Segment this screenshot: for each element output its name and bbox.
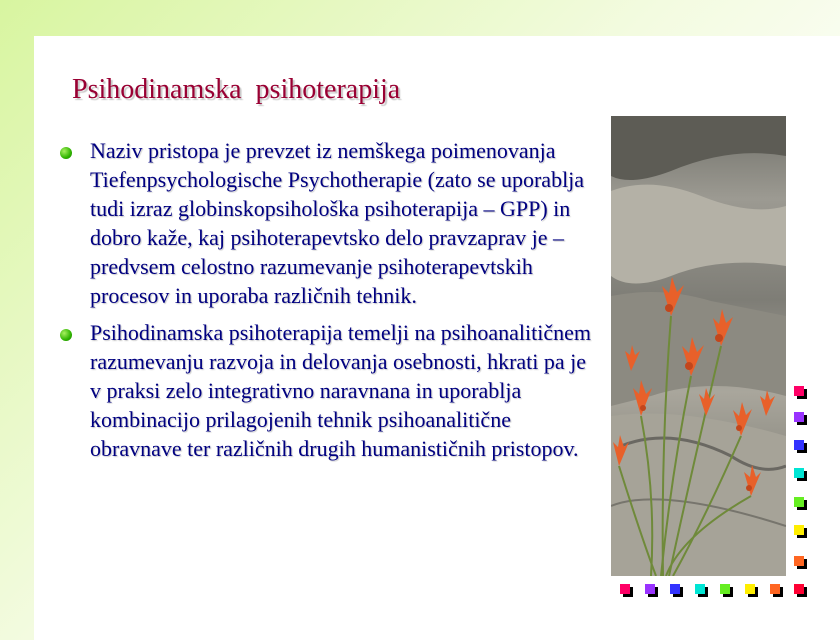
decorative-square-icon	[745, 584, 755, 594]
bullet-list	[58, 136, 598, 471]
bullet-dot-icon	[60, 147, 72, 159]
decorative-square-icon	[770, 584, 780, 594]
bullet-item	[58, 318, 598, 463]
bullet-dot-icon	[60, 329, 72, 341]
bullet-text: Psihodinamska psihoterapija temelji na psihoanalitičnem razumevanju razvoja in delovanja osebnosti, hkrati pa je v praksi zelo integrativno naravnana in uporablja kombinacijo prilagojenih tehnik psihoanalitične obravnave ter različnih drugih humanističnih pristopov.	[90, 320, 592, 461]
decorative-square-icon	[670, 584, 680, 594]
decorative-square-icon	[720, 584, 730, 594]
bullet-text: Naziv pristopa je prevzet iz nemškega poimenovanja Tiefenpsychologische Psychotherapie (zato se uporablja tudi izraz globinskopsihološka psihoterapija – GPP) in dobro kaže, kaj psihoterapevtsko delo pravzaprav je – predvsem celostno razumevanje psihoterapevtskih procesov in uporaba različnih tehnik.	[90, 138, 585, 308]
flower-photo	[611, 116, 786, 576]
decorative-square-icon	[620, 584, 630, 594]
decorative-square-icon	[794, 468, 804, 478]
decorative-square-icon	[794, 584, 804, 594]
decorative-square-icon	[794, 386, 804, 396]
decorative-square-icon	[645, 584, 655, 594]
decorative-square-icon	[695, 584, 705, 594]
slide-title: Psihodinamska psihoterapija	[72, 74, 401, 105]
decorative-square-icon	[794, 497, 804, 507]
bullet-item	[58, 136, 598, 310]
decorative-square-icon	[794, 440, 804, 450]
decorative-square-icon	[794, 556, 804, 566]
decorative-square-icon	[794, 412, 804, 422]
decorative-square-icon	[794, 525, 804, 535]
